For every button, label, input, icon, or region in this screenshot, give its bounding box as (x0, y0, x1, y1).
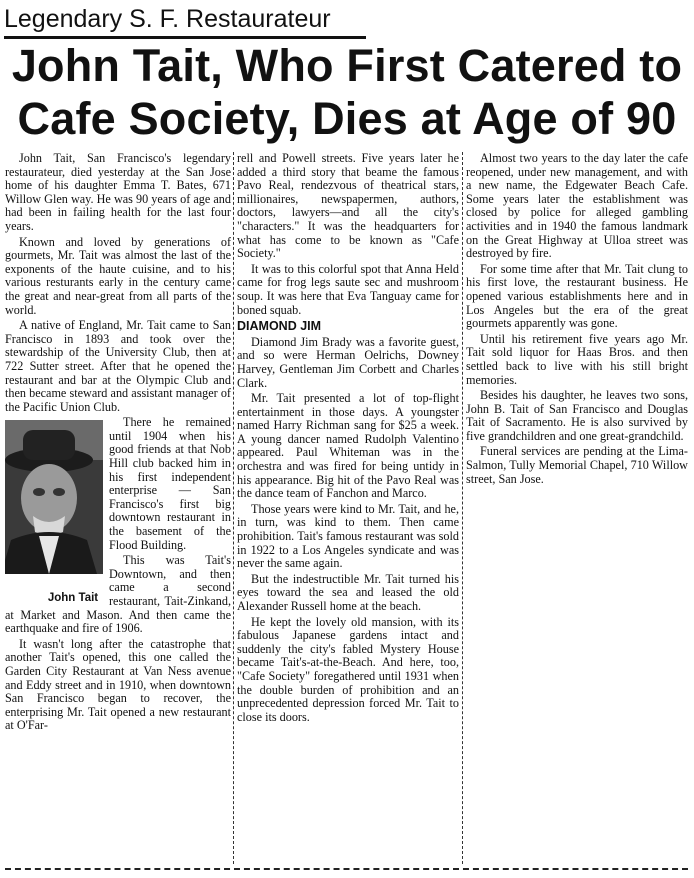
paragraph: Known and loved by generations of gourmets, Mr. Tait was almost the last of the exponents of the haute cuisine, and to his various resturants early in the century came the great and near-great from all parts of the world. (5, 234, 231, 317)
portrait-figure (5, 420, 103, 605)
paragraph: He kept the lovely old mansion, with its fabulous Japanese gardens intact and suddenly the city's fabled Mystery House became Tait's-at-the-Beach. And here, too, "Cafe Society" foregathered until 1931 when the double burden of prohibition and an unprecedented depression forced Mr. Tait to close its doors. (237, 614, 459, 724)
paragraph: Diamond Jim Brady was a favorite guest, and so were Herman Oelrichs, Downey Harvey, Gentleman Jim Corbett and Charles Clark. (237, 334, 459, 390)
headline-line-2: Cafe Society, Dies at Age of 90 (17, 93, 677, 144)
paragraph: Until his retirement five years ago Mr. Tait sold liquor for Haas Bros. and then settled back to live with his still bright memories. (466, 331, 688, 387)
paragraph: A native of England, Mr. Tait came to San Francisco in 1893 and took over the stewardship of the University Club, then at 722 Sutter street. After that he opened the restaurant and bar at the Olympic Club and then became steward and assistant manager of the Pacific Union Club. (5, 318, 231, 414)
paragraph: Almost two years to the day later the cafe reopened, under new management, and with a new name, the Edgewater Beach Cafe. Some years later the establishment was closed by police for alleged gambling activities and in 1940 the famous landmark on the Great Highway at Ulloa street was destroyed by fire. (466, 152, 688, 261)
photo-caption: John Tait (47, 591, 99, 604)
headline-line-1: John Tait, Who First Catered to (11, 40, 683, 91)
paragraph: John Tait, San Francisco's legendary restaurateur, died yesterday at the San Jose home of his daughter Emma T. Bates, 671 Willow Glen way. He was 90 years of age and had been in failing health for the last four years. (5, 152, 231, 233)
column-separator (233, 152, 234, 864)
paragraph: For some time after that Mr. Tait clung to his first love, the restaurant business. He opened various establishments here and in Los Angeles but the era of the great gourmets apparently was gone. (466, 261, 688, 331)
paragraph: This was Tait's Downtown, and then came a second restaurant, Tait-Zinkand, at Market and Mason. And then came the earthquake and fire of 1906. (5, 553, 231, 636)
kicker-title: Legendary S. F. Restaurateur (4, 5, 331, 33)
paragraph: Mr. Tait presented a lot of top-flight entertainment in those days. A youngster named Harry Richman sang for $25 a week. A young dancer named Rudolph Valentino appeared. Paul Whiteman was in the orchestra and was fired for being untidy in his appearance. Big hit of the Pavo Real was the dance team of Fanchon and Marco. (237, 391, 459, 501)
paragraph: rell and Powell streets. Five years later he added a third story that beame the famous Pavo Real, rendezvous of theatrical stars, millionaires, newspapermen, authors, doctors, lawyers—and all the city's "characters." It was the headquarters for what has come to be known as "Cafe Society." (237, 152, 459, 261)
article-column-2 (237, 152, 459, 864)
headline (0, 39, 694, 145)
bottom-divider (5, 868, 688, 870)
paragraph: Besides his daughter, he leaves two sons, John B. Tait of San Francisco and Douglas Tait of Sacramento. He is also survived by five grandchildren and one great-grandchild. (466, 388, 688, 443)
paragraph: Funeral services are pending at the Lima-Salmon, Tully Memorial Chapel, 710 Willow street, San Jose. (466, 444, 688, 486)
subheading: DIAMOND JIM (237, 319, 322, 334)
paragraph: But the indestructible Mr. Tait turned his eyes toward the sea and leased the old Alexander Russell home at the beach. (237, 571, 459, 613)
paragraph: It was to this colorful spot that Anna Held came for frog legs saute sec and mushroom soup. It was here that Eva Tanguay came for boned squab. (237, 261, 459, 317)
column-separator (462, 152, 463, 864)
portrait-photo (5, 420, 103, 574)
article-column-3 (466, 152, 688, 864)
paragraph: Those years were kind to Mr. Tait, and he, in turn, was kind to them. Then came prohibition. Tait's famous restaurant was sold in 1922 to a Los Angeles syndicate and was never the same again. (237, 501, 459, 571)
article-column-1 (5, 152, 231, 864)
paragraph: It wasn't long after the catastrophe that another Tait's opened, this one called the Garden City Restaurant at Van Ness avenue and Eddy street and in 1910, when downtown San Francisco began to recover, the enterprising Mr. Tait opened a new restaurant at O'Far- (5, 636, 231, 733)
paragraph-text: There he remained until 1904 when his good friends at that Nob Hill club backed him in his first independent enterprise — San Francisco's first big downtown restaurant in the basement of the Flood Building. (109, 415, 231, 552)
